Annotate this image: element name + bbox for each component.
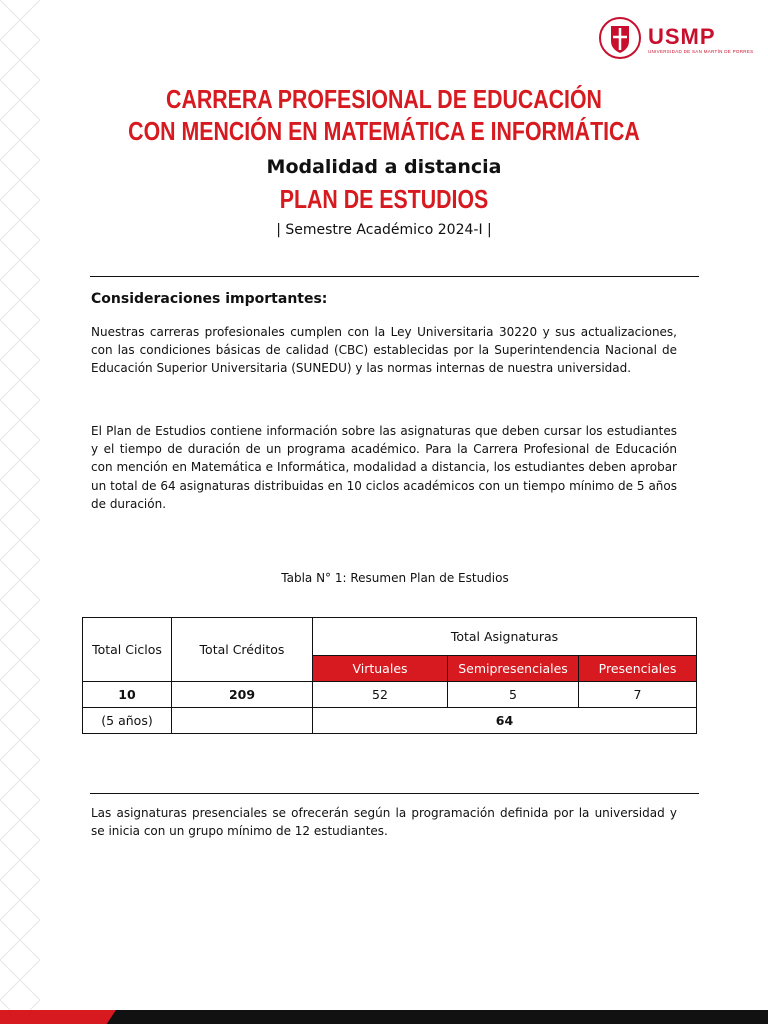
value-ciclos-note: (5 años) — [83, 708, 172, 734]
bottom-divider — [90, 793, 699, 794]
header-semipresenciales: Semipresenciales — [448, 656, 579, 682]
footer-accent — [0, 1010, 116, 1024]
footer-bar — [0, 1010, 768, 1024]
program-title-line1: CARRERA PROFESIONAL DE EDUCACIÓN — [166, 84, 602, 114]
header-total-creditos: Total Créditos — [172, 618, 313, 682]
considerations-heading: Consideraciones importantes: — [91, 291, 328, 307]
plan-title: PLAN DE ESTUDIOS — [279, 184, 489, 214]
value-semipresenciales: 5 — [448, 682, 579, 708]
usmp-logo — [598, 16, 754, 64]
header-presenciales: Presenciales — [579, 656, 697, 682]
summary-table — [82, 617, 697, 734]
value-total-asignaturas: 64 — [313, 708, 697, 734]
logo-subtitle: UNIVERSIDAD DE SAN MARTÍN DE PORRES — [648, 49, 754, 54]
value-virtuales: 52 — [313, 682, 448, 708]
header-total-asignaturas: Total Asignaturas — [313, 618, 697, 656]
footer-note: Las asignaturas presenciales se ofrecerán según la programación definida por la universidad y se inicia con un grupo mínimo de 12 estudiantes. — [91, 806, 677, 839]
logo-wordmark: USMP — [648, 24, 716, 49]
value-presenciales: 7 — [579, 682, 697, 708]
considerations-paragraph-1: Nuestras carreras profesionales cumplen con la Ley Universitaria 30220 y sus actualizaciones, con las condiciones básicas de calidad (CBC) establecidas por la Superintendencia Nacional de Educación Superior Universitaria (SUNEDU) y las normas internas de nuestra universidad. — [91, 325, 677, 376]
considerations-paragraph-2: El Plan de Estudios contiene información sobre las asignaturas que deben cursar los estudiantes y el tiempo de duración de un programa académico. Para la Carrera Profesional de Educación con mención en Matemática e Informática, modalidad a distancia, los estudiantes deben aprobar un total de 64 asignaturas distribuidas en 10 ciclos académicos con un tiempo mínimo de 5 años de duración. — [91, 424, 677, 511]
value-ciclos: 10 — [83, 682, 172, 708]
modality-subtitle: Modalidad a distancia — [266, 156, 502, 178]
semester-label: | Semestre Académico 2024-I | — [276, 222, 492, 238]
table-caption: Tabla N° 1: Resumen Plan de Estudios — [281, 571, 509, 585]
empty-cell — [172, 708, 313, 734]
decorative-side-pattern — [0, 0, 40, 1024]
university-seal-icon — [598, 16, 642, 60]
header-total-ciclos: Total Ciclos — [83, 618, 172, 682]
value-creditos: 209 — [172, 682, 313, 708]
header-virtuales: Virtuales — [313, 656, 448, 682]
program-title-line2: CON MENCIÓN EN MATEMÁTICA E INFORMÁTICA — [128, 116, 640, 146]
top-divider — [90, 276, 699, 277]
